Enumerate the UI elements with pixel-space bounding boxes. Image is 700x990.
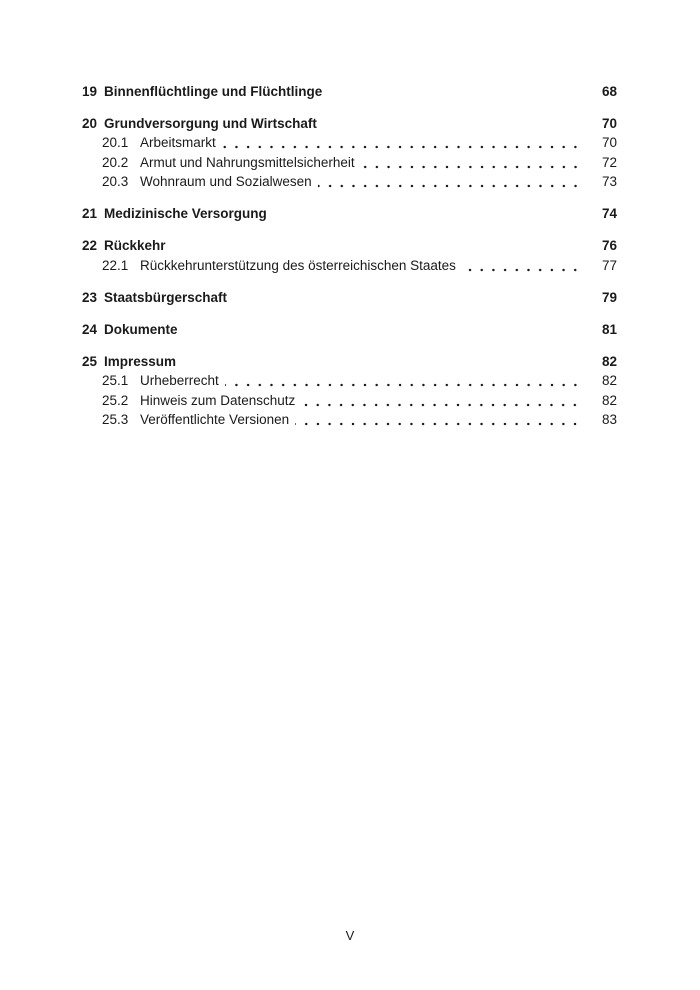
toc-entry-title: Veröffentlichte Versionen <box>140 412 290 427</box>
dot-leader <box>318 172 581 192</box>
toc-entry-page: 68 <box>601 83 617 99</box>
toc-entry-number: 25 <box>82 353 98 369</box>
toc-entry-number: 24 <box>82 321 98 337</box>
toc-entry-page: 82 <box>601 392 617 408</box>
toc-entry-number: 20.1 <box>102 135 129 150</box>
toc-entry-title: Impressum <box>104 353 177 369</box>
footer-page-number: V <box>345 928 355 943</box>
toc-entry-25.1[interactable] <box>82 371 617 391</box>
toc-entry-title: Dokumente <box>104 321 178 337</box>
dot-leader <box>323 114 581 134</box>
toc-entry-page: 74 <box>601 206 617 221</box>
toc-entry-22.1[interactable] <box>82 256 617 276</box>
toc-entry-title: Armut und Nahrungsmittelsicherheit <box>140 154 355 170</box>
toc-entry-page: 76 <box>601 238 617 253</box>
dot-leader <box>361 153 581 173</box>
toc-entry-25[interactable] <box>82 352 617 372</box>
toc-entry-20[interactable] <box>82 114 617 134</box>
toc-entry-title: Rückkehr <box>104 238 166 253</box>
dot-leader <box>301 391 581 411</box>
toc-entry-number: 22 <box>82 238 98 253</box>
toc-entry-page: 70 <box>601 135 617 150</box>
toc-entry-title: Wohnraum und Sozialwesen <box>140 174 312 189</box>
toc-entry-19[interactable] <box>82 82 617 102</box>
toc-entry-page: 72 <box>601 154 617 170</box>
toc-entry-number: 21 <box>82 206 98 221</box>
toc-entry-20.1[interactable] <box>82 133 617 153</box>
dot-leader <box>222 133 581 153</box>
toc-entry-page: 82 <box>601 353 617 369</box>
toc-entry-number: 19 <box>82 83 98 99</box>
toc-entry-number: 20 <box>82 115 98 131</box>
toc-entry-number: 20.3 <box>102 174 129 189</box>
toc-entry-number: 25.1 <box>102 373 129 388</box>
toc-entry-number: 25.2 <box>102 392 129 408</box>
toc-entry-page: 73 <box>601 174 617 189</box>
toc-entry-24[interactable] <box>82 320 617 340</box>
dot-leader <box>295 410 581 430</box>
toc-entry-number: 23 <box>82 289 98 305</box>
toc-entry-title: Grundversorgung und Wirtschaft <box>104 115 317 131</box>
toc-entry-page: 83 <box>601 412 617 427</box>
toc-entry-title: Arbeitsmarkt <box>140 135 216 150</box>
toc-entry-title: Binnenflüchtlinge und Flüchtlinge <box>104 83 323 99</box>
dot-leader <box>462 256 581 276</box>
toc-entry-title: Rückkehrunterstützung des österreichischen Staates <box>140 257 456 273</box>
toc-entry-20.2[interactable] <box>82 153 617 173</box>
toc-entry-page: 81 <box>601 321 617 337</box>
toc-entry-number: 22.1 <box>102 257 129 273</box>
dot-leader <box>172 236 581 256</box>
toc-entry-21[interactable] <box>82 204 617 224</box>
toc-entry-25.3[interactable] <box>82 410 617 430</box>
toc-entry-title: Urheberrecht <box>140 373 219 388</box>
dot-leader <box>225 371 581 391</box>
dot-leader <box>233 288 581 308</box>
toc-entry-20.3[interactable] <box>82 172 617 192</box>
toc-entry-25.2[interactable] <box>82 391 617 411</box>
dot-leader <box>184 320 581 340</box>
toc-entry-page: 70 <box>601 115 617 131</box>
dot-leader <box>273 204 581 224</box>
toc-entry-22[interactable] <box>82 236 617 256</box>
dot-leader <box>328 82 581 102</box>
toc-entry-page: 79 <box>601 289 617 305</box>
toc-entry-number: 25.3 <box>102 412 129 427</box>
toc-entry-23[interactable] <box>82 288 617 308</box>
toc-entry-title: Hinweis zum Datenschutz <box>140 392 296 408</box>
toc-entry-page: 77 <box>601 257 617 273</box>
table-of-contents <box>82 69 617 430</box>
toc-entry-title: Staatsbürgerschaft <box>104 289 228 305</box>
toc-entry-title: Medizinische Versorgung <box>104 206 267 221</box>
dot-leader <box>182 352 581 372</box>
toc-entry-page: 82 <box>601 373 617 388</box>
toc-entry-number: 20.2 <box>102 154 129 170</box>
